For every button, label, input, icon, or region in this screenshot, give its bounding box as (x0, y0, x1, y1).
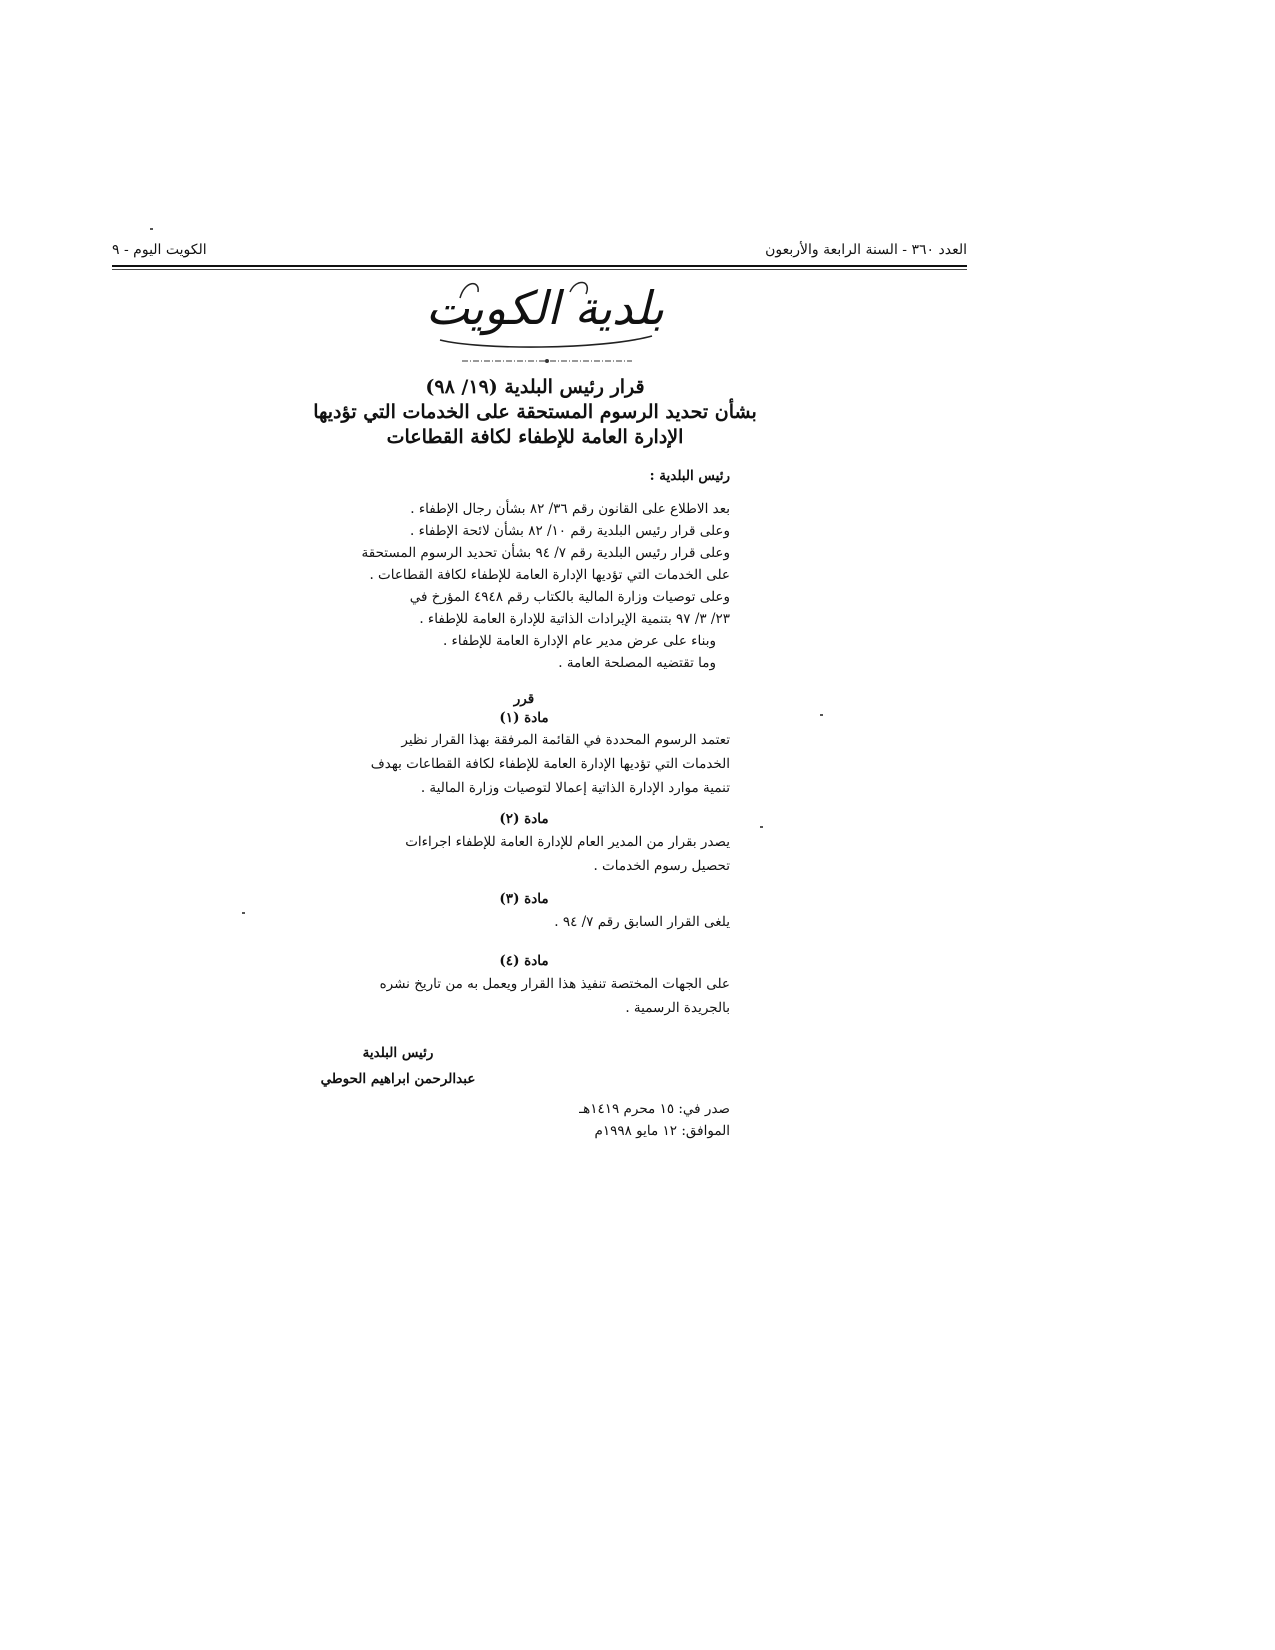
signatory-name: عبدالرحمن ابراهيم الحوطي (320, 1071, 476, 1087)
article-3-text (318, 910, 730, 934)
preamble-line: وعلى توصيات وزارة المالية بالكتاب رقم ٤٩٤٨ المؤرخ في (409, 589, 730, 605)
article-2-heading: مادة (٢) (499, 811, 549, 827)
preamble-line: وعلى قرار رئيس البلدية رقم ٧/ ٩٤ بشأن تحديد الرسوم المستحقة (361, 545, 730, 561)
title-line-2: بشأن تحديد الرسوم المستحقة على الخدمات التي تؤديها (313, 401, 757, 423)
article-4-heading: مادة (٤) (499, 953, 549, 969)
decision-title (300, 375, 770, 450)
title-line-3: الإدارة العامة للإطفاء لكافة القطاعات (386, 426, 684, 448)
signatory-title: رئيس البلدية (362, 1045, 434, 1061)
article-line: تنمية موارد الإدارة الذاتية إعمالا لتوصيات وزارة المالية . (420, 780, 730, 796)
issue-dates (560, 1098, 730, 1142)
article-line: تعتمد الرسوم المحددة في القائمة المرفقة بهذا القرار نظير (401, 732, 730, 748)
scan-speck (150, 228, 153, 230)
article-line: تحصيل رسوم الخدمات . (593, 858, 730, 874)
addressee: رئيس البلدية : (649, 468, 730, 484)
ornament-divider-icon (462, 358, 632, 364)
article-line: الخدمات التي تؤديها الإدارة العامة للإطفاء لكافة القطاعات بهدف (370, 756, 730, 772)
newspaper-page-label: الكويت اليوم - ٩ (112, 242, 207, 258)
corresponding-date: الموافق: ١٢ مايو ١٩٩٨م (594, 1123, 730, 1139)
preamble (318, 498, 730, 674)
scan-speck (242, 912, 245, 914)
issue-line: العدد ٣٦٠ - السنة الرابعة والأربعون (765, 242, 967, 258)
running-header (112, 238, 967, 262)
preamble-line: وبناء على عرض مدير عام الإدارة العامة للإطفاء . (442, 633, 716, 649)
preamble-line: ٢٣/ ٣/ ٩٧ بتنمية الإيرادات الذاتية للإدارة العامة للإطفاء . (419, 611, 730, 627)
header-rule-thin (112, 269, 967, 270)
scan-speck (760, 826, 763, 828)
logo-wordmark: بلدية الكويت (425, 281, 665, 335)
municipality-logo (420, 278, 670, 358)
scan-speck (820, 714, 823, 716)
article-2-text (318, 830, 730, 878)
article-line: يلغى القرار السابق رقم ٧/ ٩٤ . (554, 914, 730, 930)
preamble-line: على الخدمات التي تؤديها الإدارة العامة للإطفاء لكافة القطاعات . (369, 567, 730, 583)
preamble-line: وما تقتضيه المصلحة العامة . (558, 655, 716, 671)
preamble-line: وعلى قرار رئيس البلدية رقم ١٠/ ٨٢ بشأن لائحة الإطفاء . (410, 523, 730, 539)
article-line: بالجريدة الرسمية . (625, 1000, 730, 1016)
article-line: على الجهات المختصة تنفيذ هذا القرار ويعمل به من تاريخ نشره (379, 976, 730, 992)
preamble-line: بعد الاطلاع على القانون رقم ٣٦/ ٨٢ بشأن رجال الإطفاء . (410, 501, 730, 517)
header-rule (112, 265, 967, 267)
article-4-text (318, 972, 730, 1020)
issued-date: صدر في: ١٥ محرم ١٤١٩هـ (579, 1101, 730, 1117)
signature-block (318, 1040, 478, 1092)
decided-heading: قرر (513, 691, 535, 707)
article-line: يصدر بقرار من المدير العام للإدارة العامة للإطفاء اجراءات (405, 834, 730, 850)
article-1-heading: مادة (١) (499, 710, 549, 726)
article-1-text (318, 728, 730, 800)
title-line-1: قرار رئيس البلدية (١٩/ ٩٨) (425, 376, 645, 398)
article-3-heading: مادة (٣) (499, 891, 549, 907)
